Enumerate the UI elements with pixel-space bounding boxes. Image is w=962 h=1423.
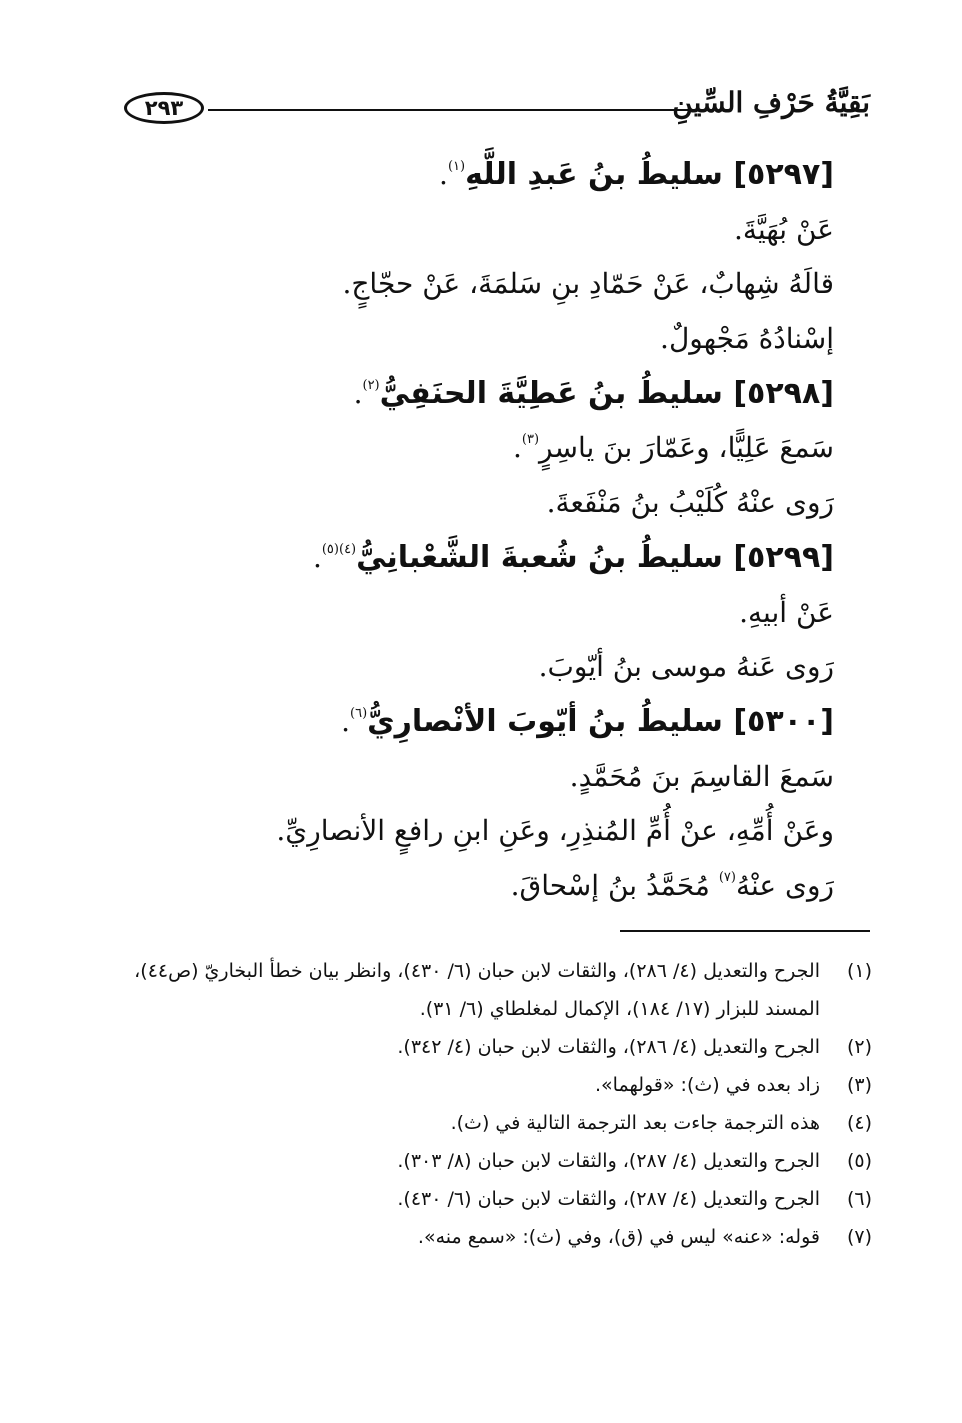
entry-name: سليطُ بنُ شُعبةَ الشَّعْبانِيُّ — [356, 539, 723, 575]
footnote — [112, 1142, 872, 1180]
footnote-text: الجرح والتعديل (٤/ ٢٨٧)، والثقات لابن حبان (٨/ ٣٠٣). — [397, 1150, 820, 1172]
body-line-text: رَوى عنْهُ — [735, 868, 834, 902]
body-line-text: عَنْ أبيهِ. — [739, 595, 834, 629]
body-line — [114, 476, 834, 531]
body-line — [114, 859, 834, 914]
footnotes — [112, 952, 872, 1256]
entry-heading-text — [356, 540, 834, 575]
entry-tail: . — [353, 376, 363, 410]
footnote — [112, 952, 872, 1028]
body-line-text: رَوى عنْهُ كُلَيْبُ بنُ مَنْفَعةَ. — [546, 486, 834, 520]
footnote-ref: (١) — [447, 159, 466, 174]
entry-name: سليطُ بنُ عَبدِ اللَّهِ — [465, 157, 723, 192]
entry-heading-text — [367, 704, 834, 739]
footnote-ref: (٤)(٥) — [321, 541, 357, 557]
body-line — [114, 750, 834, 805]
body-line — [114, 257, 834, 312]
footnote-text: الجرح والتعديل (٤/ ٢٨٦)، والثقات لابن حبان (٦/ ٤٣٠)، وانظر بيان خطأ البخاريّ (ص٤٤)، المسند للبزار (١٧/ ١٨٤)، الإكمال لمغلطاي (٦/ ٣١). — [134, 960, 820, 1020]
entry-heading — [114, 531, 834, 586]
footnote-number: (٣) — [846, 1074, 872, 1096]
footnote — [112, 1028, 872, 1066]
body-line — [114, 804, 834, 859]
footnote — [112, 1066, 872, 1104]
entry-heading-text — [380, 376, 834, 411]
footnote — [112, 1104, 872, 1142]
footnote-text: هذه الترجمة جاءت بعد الترجمة التالية في (ث). — [450, 1112, 820, 1134]
footnote-ref: (٧) — [718, 869, 736, 885]
body-line-text: قالَهُ شِهابٌ، عَنْ حَمّادِ بنِ سَلمَةَ، عَنْ حجّاجٍ. — [342, 267, 834, 301]
entry-name: سليطُ بنُ عَطِيَّةَ الحنَفِيُّ — [379, 375, 723, 411]
body-line-text: وعَنْ أُمِّهِ، عنْ أُمِّ المُنذِرِ، وعَنِ ابنِ رافعٍ الأنصارِيِّ. — [276, 814, 834, 848]
body-line — [114, 312, 834, 367]
entry-heading — [114, 695, 834, 750]
body-line-tail: مُحَمَّدُ بنُ إسْحاقَ. — [510, 868, 719, 902]
footnote — [112, 1180, 872, 1218]
entry-heading — [114, 367, 834, 422]
footnote-separator — [620, 930, 870, 932]
entry-number: [٥٣٠٠] — [733, 703, 834, 739]
footnote-text: قوله: «عنه» ليس في (ق)، وفي (ث): «سمع منه». — [417, 1226, 820, 1248]
footnote-number: (٦) — [846, 1188, 872, 1210]
main-text — [114, 148, 834, 914]
page-number-badge — [124, 92, 204, 124]
entry-tail: . — [312, 540, 322, 574]
body-line-text: إسْنادُهُ مَجْهولٌ. — [660, 322, 834, 356]
header-rule — [208, 109, 698, 111]
body-line — [114, 203, 834, 258]
footnote-ref: (٣) — [521, 432, 540, 448]
body-line-tail: . — [512, 431, 522, 465]
page-number: ٢٩٣ — [144, 96, 184, 120]
entry-heading — [114, 148, 834, 203]
entry-tail: . — [439, 158, 448, 191]
footnote-number: (٢) — [846, 1036, 872, 1058]
footnote-text: الجرح والتعديل (٤/ ٢٨٧)، والثقات لابن حبان (٦/ ٤٣٠). — [397, 1188, 820, 1210]
footnote-text: زاد بعده في (ث): «قولهما». — [595, 1074, 820, 1096]
body-line-text: رَوى عَنهُ موسى بنُ أيّوبَ. — [538, 650, 834, 684]
body-line-text: سَمعَ عَلِيًّا، وعَمّارَ بنَ ياسِرٍ — [539, 431, 834, 465]
footnote-number: (٤) — [846, 1112, 872, 1134]
entry-number: [٥٢٩٩] — [733, 539, 834, 575]
body-line — [114, 640, 834, 695]
footnote-number: (٥) — [846, 1150, 872, 1172]
entry-name: سليطُ بنُ أيّوبَ الأنْصارِيُّ — [367, 703, 723, 739]
body-line-text: سَمعَ القاسِمَ بنَ مُحَمَّدٍ. — [569, 759, 834, 793]
entry-heading-text — [465, 157, 834, 192]
entry-number: [٥٢٩٨] — [733, 375, 834, 411]
body-line — [114, 421, 834, 476]
footnote-number: (١) — [846, 960, 872, 982]
footnote-text: الجرح والتعديل (٤/ ٢٨٦)، والثقات لابن حبان (٤/ ٣٤٢). — [397, 1036, 820, 1058]
running-header — [110, 88, 870, 148]
body-line — [114, 586, 834, 641]
footnote-ref: (٦) — [350, 705, 368, 721]
entry-number: [٥٢٩٧] — [733, 157, 834, 192]
body-line-text: عَنْ بُهَيَّةَ. — [734, 212, 834, 246]
entry-tail: . — [341, 704, 351, 738]
footnote-ref: (٢) — [362, 377, 380, 393]
footnote-number: (٧) — [846, 1226, 872, 1248]
running-title: بَقِيَّةُ حَرْفِ السِّينِ — [672, 86, 870, 119]
footnote — [112, 1218, 872, 1256]
